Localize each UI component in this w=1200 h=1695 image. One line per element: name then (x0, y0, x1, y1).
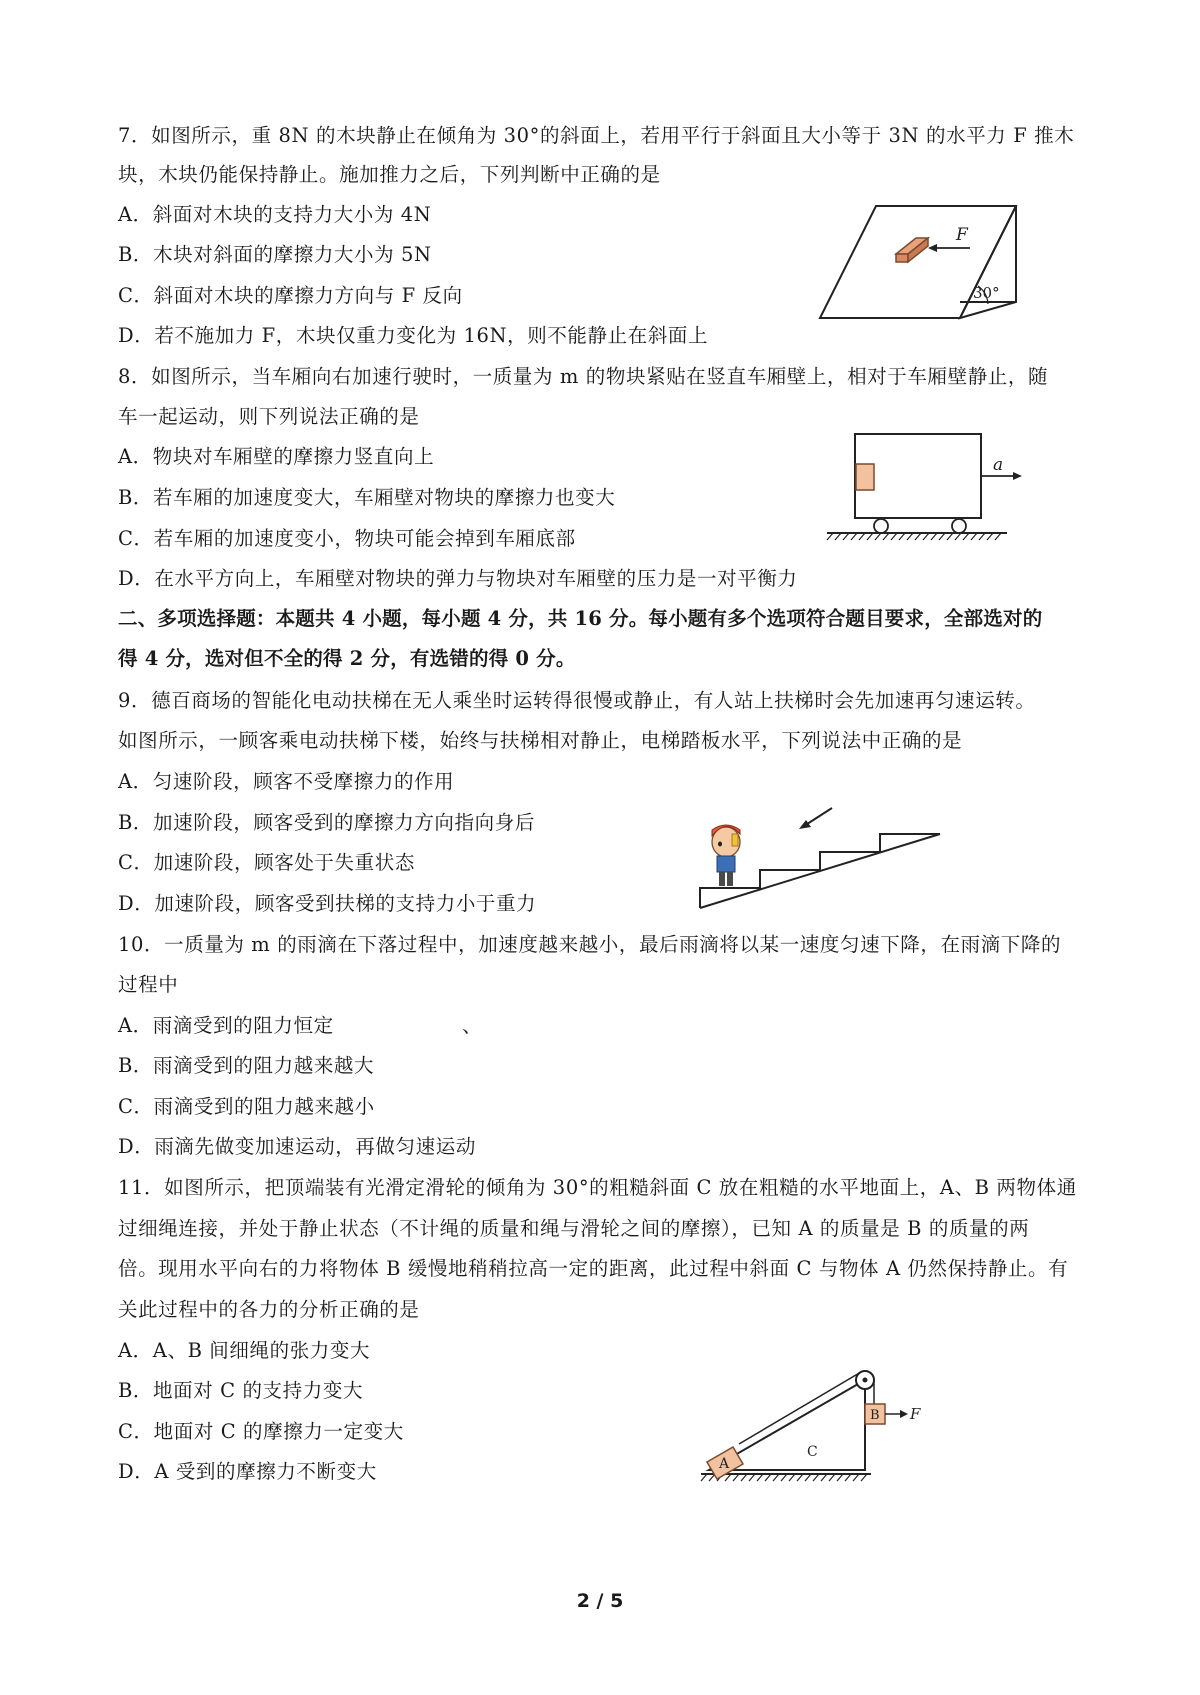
q8-carriage-figure (825, 430, 1025, 540)
q11-force-arrowhead (900, 1410, 908, 1418)
hatch-mark (843, 533, 849, 540)
q8-stem-line-2: 车一起运动，则下列说法正确的是 (118, 405, 420, 428)
hatch-mark (837, 1474, 843, 1481)
q10-option-d: D．雨滴先做变加速运动，再做匀速运动 (118, 1135, 476, 1158)
q8-option-d: D．在水平方向上，车厢壁对物块的弹力与物块对车厢壁的压力是一对平衡力 (118, 567, 798, 590)
hatch-mark (749, 1474, 755, 1481)
q8-stem-line-1: 8．如图所示，当车厢向右加速行驶时，一质量为 m 的物块紧贴在竖直车厢壁上，相对于车厢壁静止，随 (118, 365, 1049, 388)
q10-stray-mark: 、 (462, 1014, 483, 1037)
hatch-mark (845, 1474, 851, 1481)
hatch-mark (979, 533, 985, 540)
q11-stem-line-1: 11．如图所示，把顶端装有光滑定滑轮的倾角为 30°的粗糙斜面 C 放在粗糙的水平地面上，A、B 两物体通 (118, 1176, 1077, 1199)
hatch-mark (987, 533, 993, 540)
hatch-mark (915, 533, 921, 540)
hatch-mark (797, 1474, 803, 1481)
q9-customer-figure (712, 825, 740, 886)
hatch-mark (853, 1474, 859, 1481)
q11-option-c: C．地面对 C 的摩擦力一定变大 (118, 1420, 404, 1443)
q11-stem-line-3: 倍。现用水平向右的力将物体 B 缓慢地稍稍拉高一定的距离，此过程中斜面 C 与物体 A 仍然保持静止。有 (118, 1257, 1069, 1280)
hatch-mark (899, 533, 905, 540)
q10-option-a: A．雨滴受到的阻力恒定 (118, 1014, 334, 1037)
hatch-mark (741, 1474, 747, 1481)
hatch-mark (861, 1474, 867, 1481)
q9-option-b: B．加速阶段，顾客受到的摩擦力方向指向身后 (118, 811, 535, 834)
q8-ground-hatching (827, 533, 1001, 540)
q11-label-b: B (870, 1408, 880, 1423)
hatch-mark (757, 1474, 763, 1481)
q9-escalator-figure (700, 800, 940, 910)
hatch-mark (867, 533, 873, 540)
q11-rope-along-incline (739, 1372, 861, 1444)
hatch-mark (907, 533, 913, 540)
q7-force-label: F (956, 225, 968, 245)
q7-option-c: C．斜面对木块的摩擦力方向与 F 反向 (118, 284, 463, 307)
hatch-mark (851, 533, 857, 540)
q8-right-wheel (952, 519, 966, 533)
q9-stem-line-1: 9．德百商场的智能化电动扶梯在无人乘坐时运转得很慢或静止，有人站上扶梯时会先加速再匀速运转。 (118, 689, 1036, 712)
hatch-mark (963, 533, 969, 540)
q8-accel-label: a (993, 455, 1004, 475)
q7-stem-line-1: 7．如图所示，重 8N 的木块静止在倾角为 30°的斜面上，若用平行于斜面且大小等于 3N 的水平力 F 推木 (118, 124, 1075, 147)
hatch-mark (835, 533, 841, 540)
hatch-mark (813, 1474, 819, 1481)
hatch-mark (931, 533, 937, 540)
hatch-mark (971, 533, 977, 540)
hatch-mark (765, 1474, 771, 1481)
hatch-mark (805, 1474, 811, 1481)
q8-option-c: C．若车厢的加速度变小，物块可能会掉到车厢底部 (118, 527, 576, 550)
q7-wood-block-top (896, 254, 908, 262)
q9-option-a: A．匀速阶段，顾客不受摩擦力的作用 (118, 770, 455, 793)
hatch-mark (947, 533, 953, 540)
hatch-mark (829, 1474, 835, 1481)
page-number: 2 / 5 (576, 1590, 624, 1612)
q8-option-b: B．若车厢的加速度变大，车厢壁对物块的摩擦力也变大 (118, 486, 616, 509)
hatch-mark (781, 1474, 787, 1481)
q11-option-a: A．A、B 间细绳的张力变大 (118, 1339, 371, 1362)
q7-option-a: A．斜面对木块的支持力大小为 4N (118, 203, 432, 226)
q8-left-wheel (874, 519, 888, 533)
hatch-mark (955, 533, 961, 540)
q10-stem-line-2: 过程中 (118, 973, 179, 996)
q10-option-c: C．雨滴受到的阻力越来越小 (118, 1095, 375, 1118)
hatch-mark (891, 533, 897, 540)
q9-stem-line-2: 如图所示，一顾客乘电动扶梯下楼，始终与扶梯相对静止，电梯踏板水平，下列说法中正确的是 (118, 729, 963, 752)
hatch-mark (883, 533, 889, 540)
hatch-mark (789, 1474, 795, 1481)
hatch-mark (875, 533, 881, 540)
q11-pulley-axle (863, 1378, 868, 1383)
q7-angle-label: 30° (973, 284, 1000, 302)
hatch-mark (733, 1474, 739, 1481)
q11-stem-line-4: 关此过程中的各力的分析正确的是 (118, 1298, 420, 1321)
hatch-mark (939, 533, 945, 540)
hatch-mark (995, 533, 1001, 540)
q11-stem-line-2: 过细绳连接，并处于静止状态（不计绳的质量和绳与滑轮之间的摩擦），已知 A 的质量是 B 的质量的两 (118, 1217, 1030, 1240)
hatch-mark (859, 533, 865, 540)
q11-option-d: D．A 受到的摩擦力不断变大 (118, 1460, 377, 1483)
q11-ground-hatching (701, 1474, 867, 1481)
q7-option-b: B．木块对斜面的摩擦力大小为 5N (118, 243, 432, 266)
section2-header-line-2: 得 4 分，选对但不全的得 2 分，有选错的得 0 分。 (118, 647, 576, 670)
hatch-mark (701, 1474, 707, 1481)
q11-option-b: B．地面对 C 的支持力变大 (118, 1379, 364, 1402)
q7-stem-line-2: 块，木块仍能保持静止。施加推力之后，下列判断中正确的是 (118, 163, 661, 186)
q11-force-label: F (910, 1405, 921, 1423)
q9-option-d: D．加速阶段，顾客受到扶梯的支持力小于重力 (118, 892, 537, 915)
q9-option-c: C．加速阶段，顾客处于失重状态 (118, 851, 415, 874)
q11-pulley-figure (695, 1366, 955, 1486)
q8-small-block (856, 464, 874, 490)
q7-option-d: D．若不施加力 F，木块仅重力变化为 16N，则不能静止在斜面上 (118, 324, 709, 347)
q10-stem-line-1: 10．一质量为 m 的雨滴在下落过程中，加速度越来越小，最后雨滴将以某一速度匀速下降，在雨滴下降的 (118, 933, 1062, 956)
hatch-mark (821, 1474, 827, 1481)
section2-header-line-1: 二、多项选择题：本题共 4 小题，每小题 4 分，共 16 分。每小题有多个选项符合题目要求，全部选对的 (118, 607, 1043, 630)
hatch-mark (827, 533, 833, 540)
q11-label-a: A (719, 1456, 730, 1472)
q8-accel-arrowhead (1013, 472, 1022, 480)
hatch-mark (773, 1474, 779, 1481)
hatch-mark (725, 1474, 731, 1481)
q10-option-b: B．雨滴受到的阻力越来越大 (118, 1054, 375, 1077)
q8-option-a: A．物块对车厢壁的摩擦力竖直向上 (118, 445, 435, 468)
q7-force-arrowhead (928, 244, 937, 252)
q11-label-c: C (807, 1444, 818, 1460)
q7-incline-figure (820, 200, 1020, 320)
q9-motion-arrowhead (799, 820, 811, 829)
hatch-mark (923, 533, 929, 540)
